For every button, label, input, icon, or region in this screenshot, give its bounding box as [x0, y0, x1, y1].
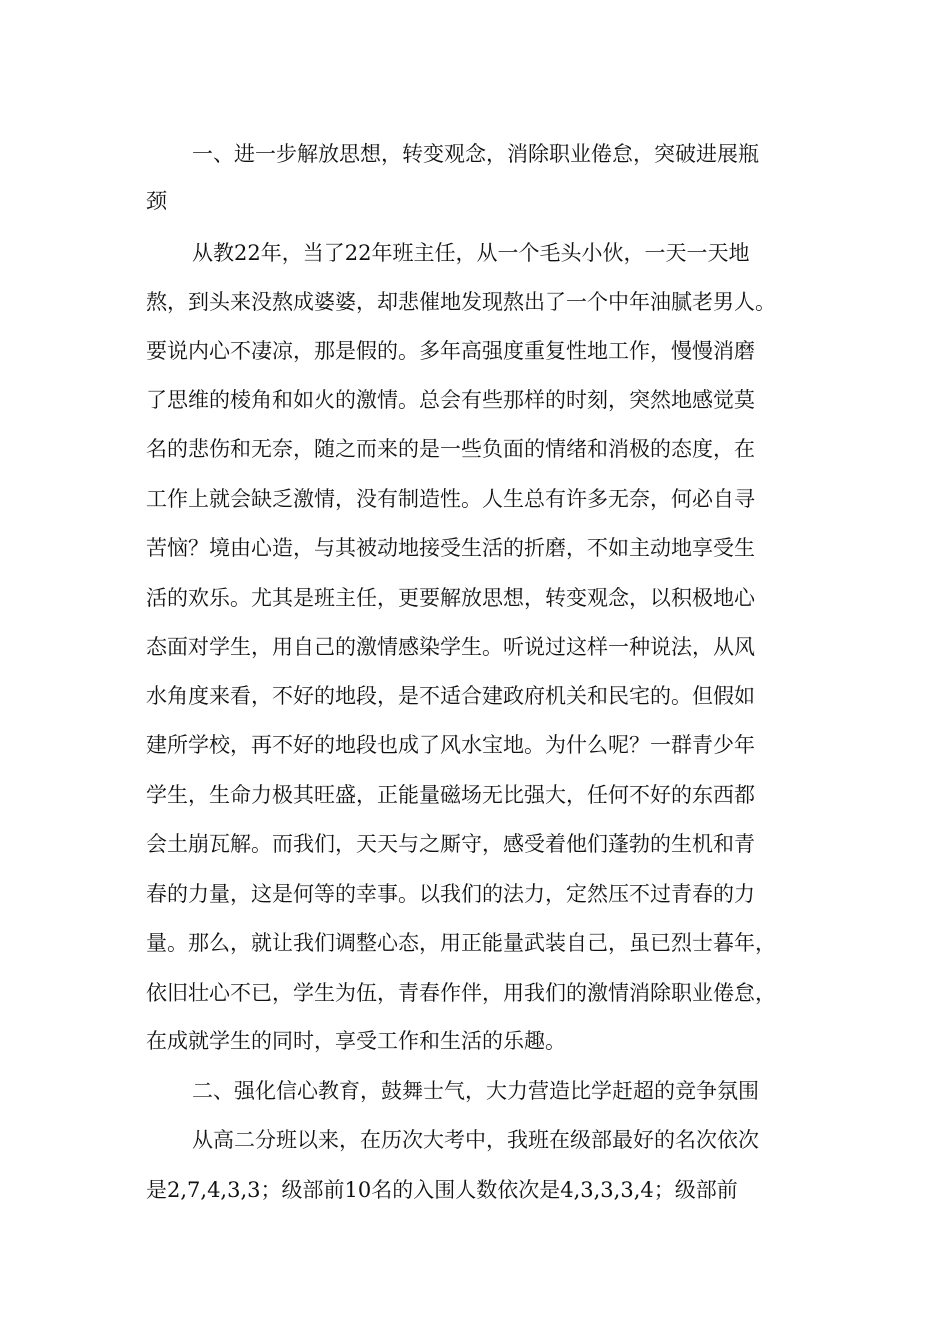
paragraph-line: 量。那么，就让我们调整心态，用正能量武装自己，虽已烈士暮年， [146, 931, 776, 955]
paragraph-line: 建所学校，再不好的地段也成了风水宝地。为什么呢？一群青少年 [146, 733, 755, 757]
paragraph-line: 活的欢乐。尤其是班主任，更要解放思想，转变观念，以积极地心 [146, 586, 755, 610]
paragraph-line: 从教22年，当了22年班主任，从一个毛头小伙，一天一天地 [192, 241, 750, 265]
paragraph-line: 学生，生命力极其旺盛，正能量磁场无比强大，任何不好的东西都 [146, 783, 755, 807]
paragraph-line: 依旧壮心不已，学生为伍，青春作伴，用我们的激情消除职业倦怠， [146, 981, 776, 1005]
heading-1-continued: 颈 [146, 189, 167, 213]
paragraph-line: 水角度来看，不好的地段，是不适合建政府机关和民宅的。但假如 [146, 684, 755, 708]
paragraph-line: 工作上就会缺乏激情，没有制造性。人生总有许多无奈，何必自寻 [146, 487, 755, 511]
paragraph-line: 在成就学生的同时，享受工作和生活的乐趣。 [146, 1029, 566, 1053]
paragraph-line: 了思维的棱角和如火的激情。总会有些那样的时刻，突然地感觉莫 [146, 388, 755, 412]
paragraph-line: 态面对学生，用自己的激情感染学生。听说过这样一种说法，从风 [146, 635, 755, 659]
paragraph-line: 名的悲伤和无奈，随之而来的是一些负面的情绪和消极的态度，在 [146, 437, 755, 461]
paragraph-line: 要说内心不凄凉，那是假的。多年高强度重复性地工作，慢慢消磨 [146, 339, 755, 363]
paragraph-line: 是2,7,4,3,3；级部前10名的入围人数依次是4,3,3,3,4；级部前 [146, 1178, 738, 1202]
paragraph-line: 春的力量，这是何等的幸事。以我们的法力，定然压不过青春的力 [146, 882, 755, 906]
paragraph-line: 从高二分班以来，在历次大考中，我班在级部最好的名次依次 [192, 1128, 759, 1152]
heading-1: 一、进一步解放思想，转变观念，消除职业倦怠，突破进展瓶 [192, 142, 759, 166]
paragraph-line: 熬，到头来没熬成婆婆，却悲催地发现熬出了一个中年油腻老男人。 [146, 290, 776, 314]
heading-2: 二、强化信心教育，鼓舞士气，大力营造比学赶超的竞争氛围 [192, 1079, 759, 1103]
paragraph-line: 苦恼？境由心造，与其被动地接受生活的折磨，不如主动地享受生 [146, 536, 755, 560]
paragraph-line: 会土崩瓦解。而我们，天天与之厮守，感受着他们蓬勃的生机和青 [146, 832, 755, 856]
